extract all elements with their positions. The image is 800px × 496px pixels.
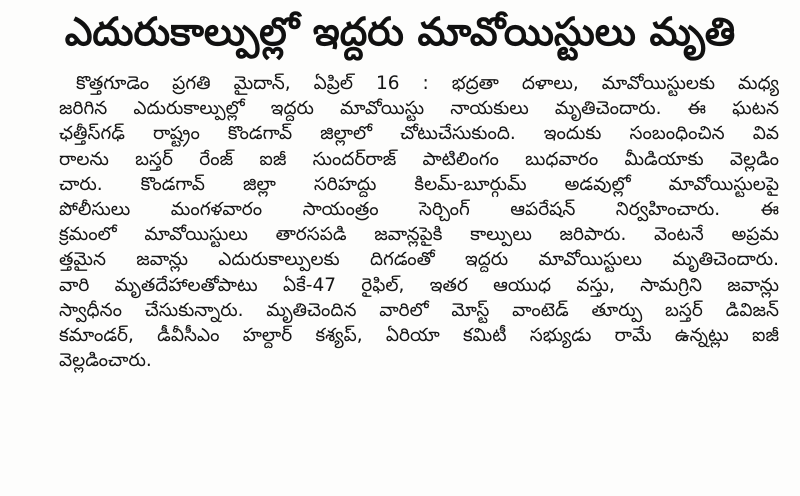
article-line: క్రమంలో మావోయిస్టులు తారసపడి జవాన్లపైకి కాల్పులు జరిపారు. వెంటనే అప్రమ [59, 224, 779, 246]
article-body [59, 71, 779, 373]
article-line: త్తమైన జవాన్లు ఎదురుకాల్పులకు దిగడంతో ఇద్దరు మావోయిస్టులు మృతిచెందారు. [59, 249, 779, 271]
article-line: కొత్తగూడెం ప్రగతి మైదాన్, ఏప్రిల్ 16 : భద్రతా దళాలు, మావోయిస్టులకు మధ్య [76, 73, 779, 94]
article-line: రాలను బస్తర్ రేంజ్ ఐజీ సుందర్‌రాజ్ పాటిలింగం బుధవారం మీడియాకు వెల్లడిం [59, 148, 779, 170]
article-line: చారు. కొండగావ్ జిల్లా సరిహద్దు కిలమ్-బూర్గుమ్ అడవుల్లో మావోయిస్టులపై [59, 173, 779, 195]
headline: ఎదురుకాల్పుల్లో ఇద్దరు మావోయిస్టులు మృతి [64, 10, 736, 55]
article-line: వారి మృతదేహాలతోపాటు ఏకే-47 రైఫిల్, ఇతర ఆయుధ వస్తు, సామగ్రిని జవాన్లు [59, 274, 779, 296]
article-line: జరిగిన ఎదురుకాల్పుల్లో ఇద్దరు మావోయిస్టు నాయకులు మృతిచెందారు. ఈ ఘటన [59, 98, 779, 120]
article-line: కమాండర్, డీవీసీఎం హల్దార్ కశ్యప్, ఏరియా కమిటీ సభ్యుడు రామే ఉన్నట్లు ఐజీ [59, 324, 779, 346]
article-line: స్వాధీనం చేసుకున్నారు. మృతిచెందిన వారిలో మోస్ట్ వాంటెడ్ తూర్పు బస్తర్ డివిజన్ [59, 299, 779, 321]
article-line: వెల్లడించారు. [59, 350, 152, 372]
article-line: పోలీసులు మంగళవారం సాయంత్రం సెర్చింగ్ ఆపరేషన్ నిర్వహించారు. ఈ [59, 198, 779, 220]
article-line: ఛత్తీస్‌గఢ్ రాష్ట్రం కొండగావ్ జిల్లాలో చోటుచేసుకుంది. ఇందుకు సంబంధించిన వివ [59, 123, 779, 145]
